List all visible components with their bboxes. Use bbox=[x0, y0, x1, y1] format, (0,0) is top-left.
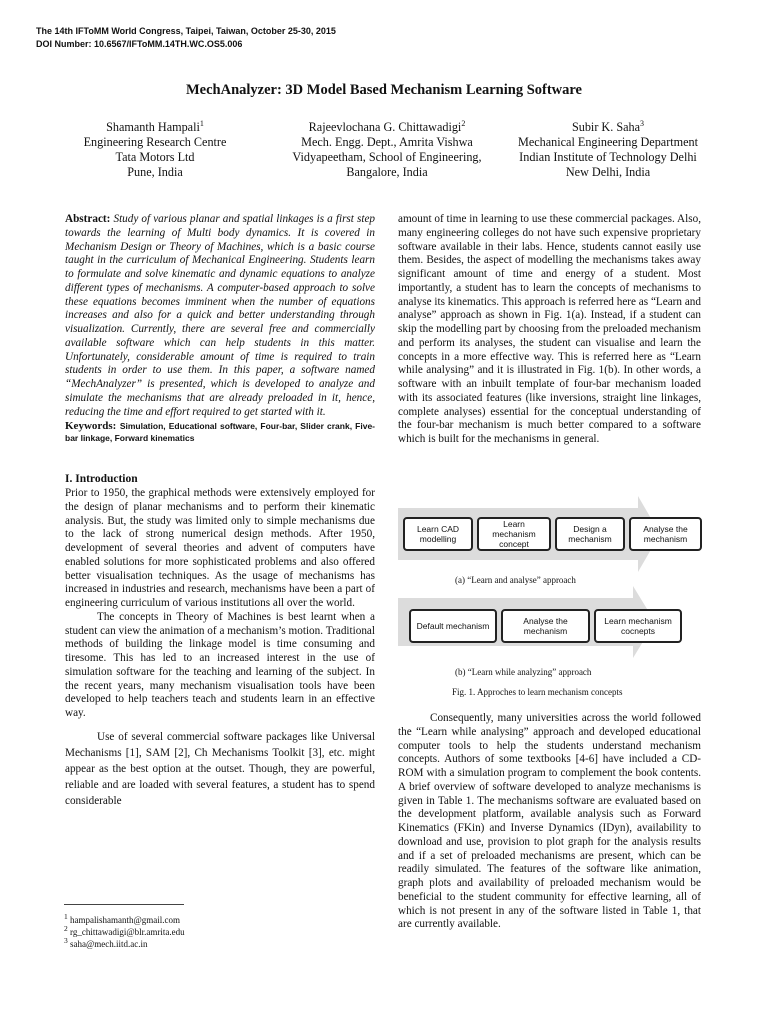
keywords-text: Simulation, Educational software, Four-bar, Slider crank, Five-bar linkage, Forward kinematics bbox=[65, 421, 375, 444]
figure-caption: Fig. 1. Approches to learn mechanism concepts bbox=[452, 687, 623, 697]
keywords-label: Keywords: bbox=[65, 420, 117, 433]
right-column-top bbox=[398, 213, 701, 447]
author-3 bbox=[498, 116, 718, 180]
author-sup: 1 bbox=[199, 119, 204, 128]
abstract bbox=[65, 213, 375, 419]
box-learn-cad: Learn CAD modelling bbox=[403, 517, 473, 551]
box-analyse-the-mechanism: Analyse the mechanism bbox=[501, 609, 590, 643]
figure-caption-b: (b) “Learn while analyzing” approach bbox=[455, 667, 592, 677]
footnote-email: hampalishamanth@gmail.com bbox=[70, 915, 181, 925]
author-2 bbox=[278, 116, 496, 180]
author-name: Subir K. Saha bbox=[571, 120, 641, 135]
author-sup: 2 bbox=[461, 119, 466, 128]
author-1 bbox=[60, 116, 250, 180]
right-paragraph-2: Consequently, many universities across the world followed the “Learn while analysing” approach and developed educational computer tools to help the students understand mechanism concepts. Authors of some textbooks [4-6] have included a CD-ROM with a simulation program to complement the book contents. A brief overview of software developed to analyze mechanisms is given in Table 1. The mechanisms software are evaluated based on the development platform, available analysis such as Forward Kinematics (FKin) and Inverse Dynamics (IDyn), availability to download and use, provision to plot graph for the analysis results and if a set of preloaded mechanisms are present, which can be readily simulated. The features of the software like animation, graph plots and availability of preloaded mechanism would be beneficial to the student community for effective learning, all of which is not present in any of the software listed in Table 1, that are currently available. bbox=[398, 712, 701, 931]
footnote-sup: 3 bbox=[64, 936, 68, 945]
intro-paragraph-2: The concepts in Theory of Machines is best learnt when a student can view the animation of a mechanism’s motion. Traditional methods of building the linkage model is time consuming and tiresome. This has led to an increased interest in the use of simulation software for the teaching and learning of the subject. In the recent years, many mechanism visualisation tools have been developed to help teachers teach and students learn in an effective way. bbox=[65, 610, 375, 719]
box-design-mechanism: Design a mechanism bbox=[555, 517, 625, 551]
author-sup: 3 bbox=[640, 119, 645, 128]
doi-line: DOI Number: 10.6567/IFToMM.14TH.WC.OS5.006 bbox=[36, 39, 243, 49]
footnote-email: saha@mech.iitd.ac.in bbox=[70, 939, 148, 949]
keywords bbox=[65, 420, 375, 444]
author-affiliation: Tata Motors Ltd bbox=[115, 150, 195, 165]
author-affiliation: New Delhi, India bbox=[565, 165, 651, 180]
left-column bbox=[65, 213, 375, 809]
author-name: Shamanth Hampali bbox=[106, 120, 200, 135]
footnote-rule bbox=[64, 904, 184, 905]
section-heading: I. Introduction bbox=[65, 473, 138, 486]
box-learn-mechanism-concepts: Learn mechanism cocnepts bbox=[594, 609, 682, 643]
footnote-sup: 2 bbox=[64, 924, 68, 933]
intro-paragraph-3: Use of several commercial software packages like Universal Mechanisms [1], SAM [2], Ch Mechanisms Toolkit [3], etc. might appear as the best option at the outset. Though, they are powerful, reliable and are loaded with several features, a student has to spend considerable bbox=[65, 730, 375, 807]
author-name: Rajeevlochana G. Chittawadigi bbox=[308, 120, 462, 135]
author-affiliation: Engineering Research Centre bbox=[83, 135, 227, 150]
author-affiliation: Mechanical Engineering Department bbox=[517, 135, 699, 150]
right-column-bottom bbox=[398, 712, 701, 932]
footnote-sup: 1 bbox=[64, 912, 68, 921]
figure-caption-a: (a) “Learn and analyse” approach bbox=[455, 575, 576, 585]
abstract-label: Abstract: bbox=[65, 213, 111, 225]
footnote-email: rg_chittawadigi@blr.amrita.edu bbox=[70, 927, 185, 937]
author-affiliation: Bangalore, India bbox=[346, 165, 428, 180]
right-paragraph-1: amount of time in learning to use these commercial packages. Also, many engineering colleges do not have such expensive proprietary software available in their labs. Hence, students cannot easily use them. Besides, the aspect of modelling the mechanisms takes away significant amount of time and energy of a student. Most importantly, a student has to learn the concepts of mechanisms to analyse its kinematics. This approach is referred here as “Learn and analyse” approach as shown in Fig. 1(a). Instead, if a student can skip the modelling part by choosing from the preloaded mechanism and perform its analyses, the student can visualise and learn the concepts in a more effective way. This is referred here as “Learn while analysing” and it is illustrated in Fig. 1(b). In other words, a software with an inbuilt template of four-bar mechanism loaded with its associated features (like inversions, straight line linkages, complete analyses) essential for the conceptual understanding of the four-bar mechanism is much better compared to a software which is built for the mechanisms in general. bbox=[398, 213, 701, 445]
author-affiliation: Indian Institute of Technology Delhi bbox=[519, 150, 697, 165]
footnote-3 bbox=[64, 935, 148, 951]
paper-title: MechAnalyzer: 3D Model Based Mechanism Learning Software bbox=[185, 82, 582, 98]
abstract-text: Study of various planar and spatial linkages is a first step towards the learning of Multi body dynamics. It is covered in Mechanism Design or Theory of Machines, which is a basic course taught in the curriculum of Mechanical Engineering. Students learn to formulate and solve kinematic and dynamic equations to analyze different types of mechanisms. A computer-based approach to solve these equations becomes imminent when the number of equations increases and also for a quick and better understanding through visualization. Currently, there are several free and commercially available software which can help students in this matter. Unfortunately, considerable amount of time is required to train students in order to use them. In this paper, a software named “MechAnalyzer” is presented, which is developed to analyze and simulate the mechanisms that are already preloaded in it, hence, reducing the time and effort required to get started with it. bbox=[65, 213, 376, 418]
conference-header: The 14th IFToMM World Congress, Taipei, Taiwan, October 25-30, 2015 bbox=[36, 26, 336, 36]
intro-paragraph-1: Prior to 1950, the graphical methods were extensively employed for the design of planar mechanisms and to perform their kinematic analysis. But, the study was limited only to simple mechanisms due to the lack of strong numerical design methods. After 1950, development of several theories and advent of computers have enabled solutions for more sophisticated problems and also offered better visualisation techniques. As the usage of mechanisms has increased in industries and research, mechanisms have been a part of engineering curriculum of various institutions all over the world. bbox=[65, 487, 375, 609]
box-default-mechanism: Default mechanism bbox=[409, 609, 497, 643]
box-learn-mechanism-concept: Learn mechanism concept bbox=[477, 517, 551, 551]
author-affiliation: Mech. Engg. Dept., Amrita Vishwa bbox=[301, 135, 473, 150]
author-affiliation: Pune, India bbox=[127, 165, 183, 180]
box-analyse-mechanism: Analyse the mechanism bbox=[629, 517, 702, 551]
author-affiliation: Vidyapeetham, School of Engineering, bbox=[292, 150, 482, 165]
